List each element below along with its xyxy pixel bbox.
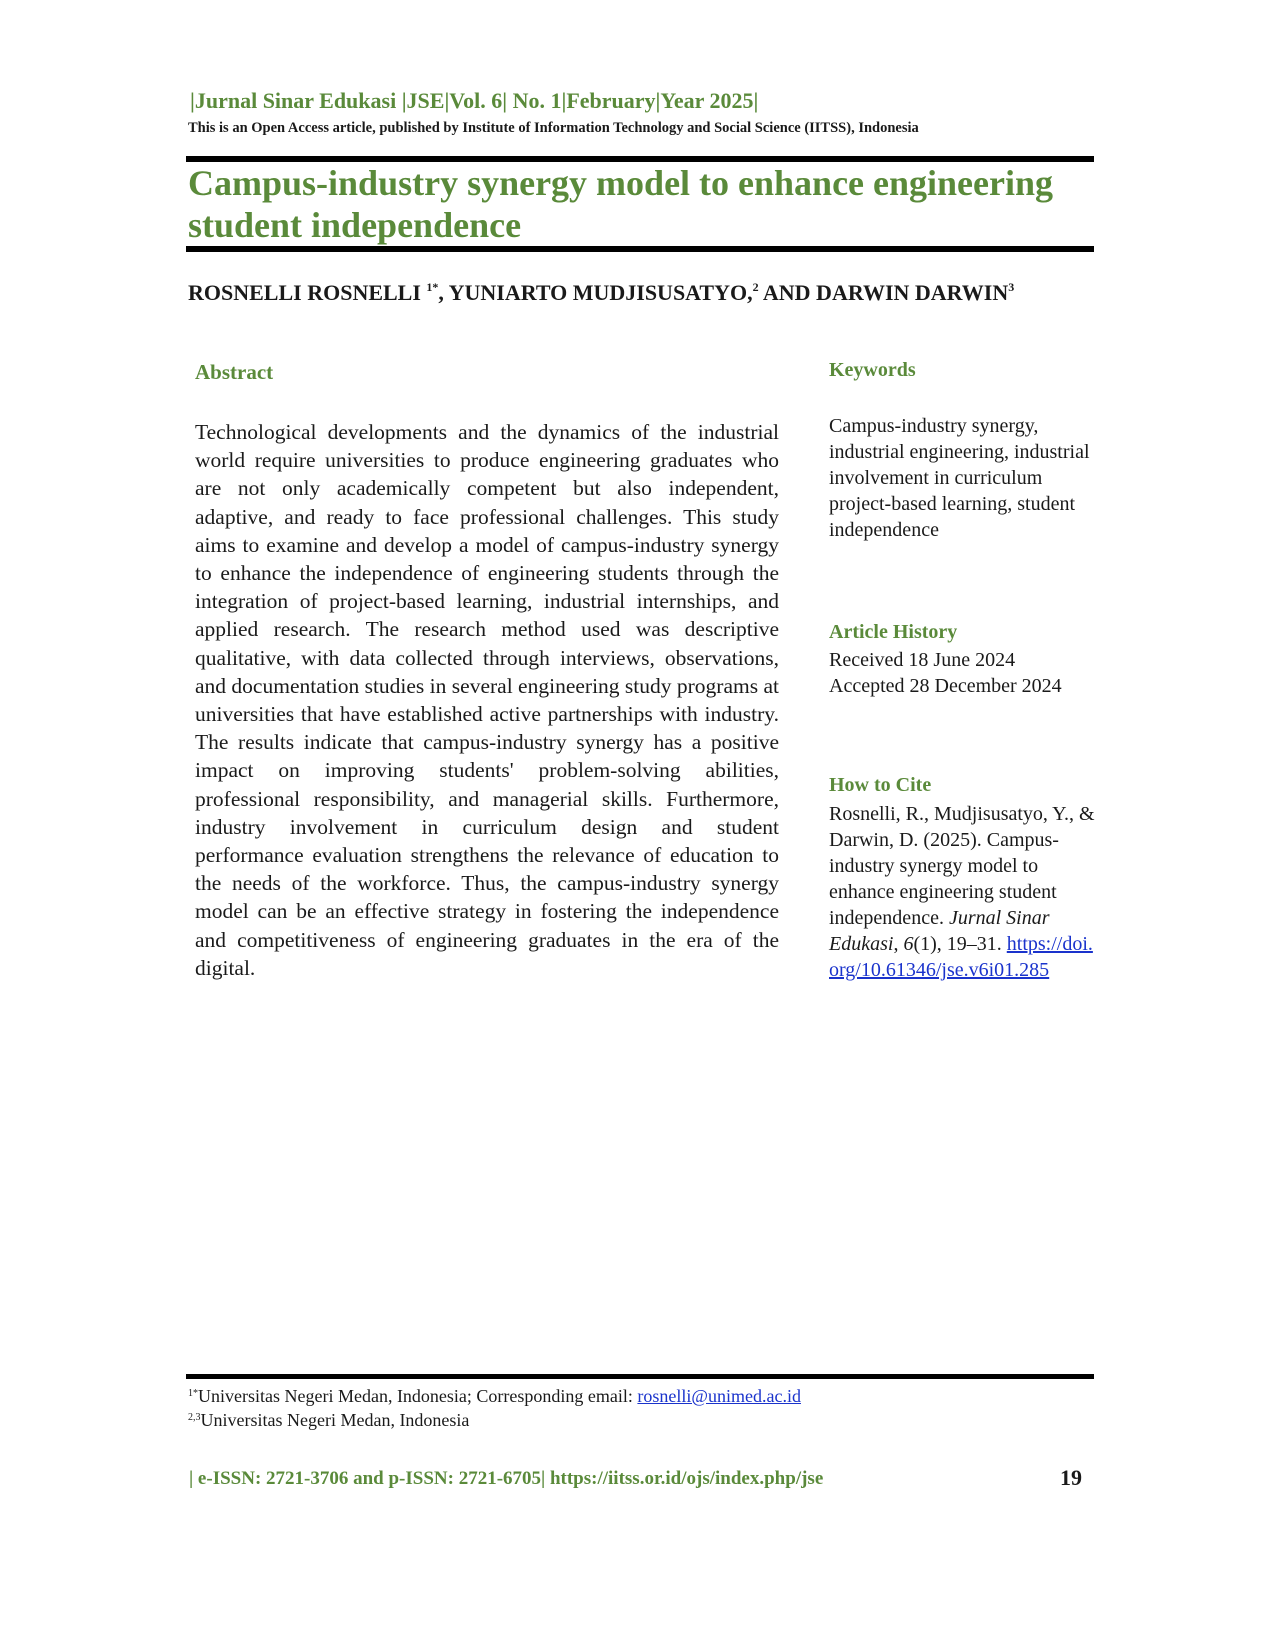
article-title: Campus-industry synergy model to enhance engineering student independence	[188, 163, 1054, 245]
author-3-sup: 3	[1008, 280, 1015, 294]
keywords-heading: Keywords	[829, 359, 916, 381]
corresponding-email-link[interactable]: rosnelli@unimed.ac.id	[637, 1386, 801, 1406]
author-1-name: ROSNELLI ROSNELLI	[188, 280, 421, 305]
journal-info-line: |Jurnal Sinar Edukasi |JSE|Vol. 6| No. 1|February|Year 2025|	[190, 88, 759, 113]
author-3-name: AND DARWIN DARWIN	[758, 280, 1009, 305]
article-history-heading: Article History	[829, 621, 958, 643]
affiliation-2-3-sup: 2,3	[188, 1412, 201, 1423]
affiliation-1-text: Universitas Negeri Medan, Indonesia; Corresponding email:	[198, 1386, 638, 1406]
title-bottom-rule	[186, 246, 1094, 252]
citation-text	[829, 801, 1101, 983]
footnote-rule	[186, 1374, 1094, 1379]
author-2-sup: 2	[752, 280, 759, 294]
author-1-sup: 1*	[426, 280, 439, 294]
issn-footer: | e-ISSN: 2721-3706 and p-ISSN: 2721-6705| https://iitss.or.id/ojs/index.php/jse	[189, 1468, 824, 1489]
doi-link[interactable]: https://doi.org/10.61346/jse.v6i01.285	[829, 933, 1093, 981]
citation-sep: ,	[893, 933, 904, 955]
page-number: 19	[1060, 1465, 1082, 1490]
author-2-name: , YUNIARTO MUDJISUSATYO,	[438, 280, 753, 305]
affiliation-1-sup: 1*	[188, 1388, 198, 1399]
affiliation-1	[188, 1384, 801, 1408]
abstract-body: Technological developments and the dynamics of the industrial world require universities to produce engineering graduates who are not only academically competent but also independent, adaptive, and ready to face professional challenges. This study aims to examine and develop a model of campus-industry synergy to enhance the independence of engineering students through the integration of project-based learning, industrial internships, and applied research. The research method used was descriptive qualitative, with data collected through interviews, observations, and documentation studies in several engineering study programs at universities that have established active partnerships with industry. The results indicate that campus-industry synergy has a positive impact on improving students' problem-solving abilities, professional responsibility, and managerial skills. Furthermore, industry involvement in curriculum design and student performance evaluation strengthens the relevance of education to the needs of the workforce. Thus, the campus-industry synergy model can be an effective strategy in fostering the independence and competitiveness of engineering graduates in the era of the digital.	[195, 420, 779, 980]
how-to-cite-heading: How to Cite	[829, 774, 932, 796]
abstract-heading: Abstract	[195, 360, 274, 384]
citation-body: Rosnelli, R., Mudjisusatyo, Y., & Darwin, D. (2025). Campus-industry synergy model to enhance engineering student independence.	[829, 803, 1095, 929]
received-date: Received 18 June 2024	[829, 649, 1016, 671]
keywords-text: Campus-industry synergy, industrial engineering, industrial involvement in curriculum project-based learning, student independence	[829, 415, 1090, 541]
author-list	[188, 278, 1048, 307]
affiliation-2-3-text: Universitas Negeri Medan, Indonesia	[200, 1410, 470, 1430]
accepted-date: Accepted 28 December 2024	[829, 675, 1062, 697]
citation-journal: Jurnal Sinar Edukasi	[829, 907, 1050, 955]
article-history	[829, 647, 1099, 699]
citation-issue-pages: (1), 19–31.	[913, 933, 1002, 955]
citation-volume: 6	[903, 933, 914, 955]
affiliation-2-3	[188, 1408, 469, 1432]
open-access-notice: This is an Open Access article, published by Institute of Information Technology and Social Science (IITSS), Indonesia	[188, 120, 919, 136]
